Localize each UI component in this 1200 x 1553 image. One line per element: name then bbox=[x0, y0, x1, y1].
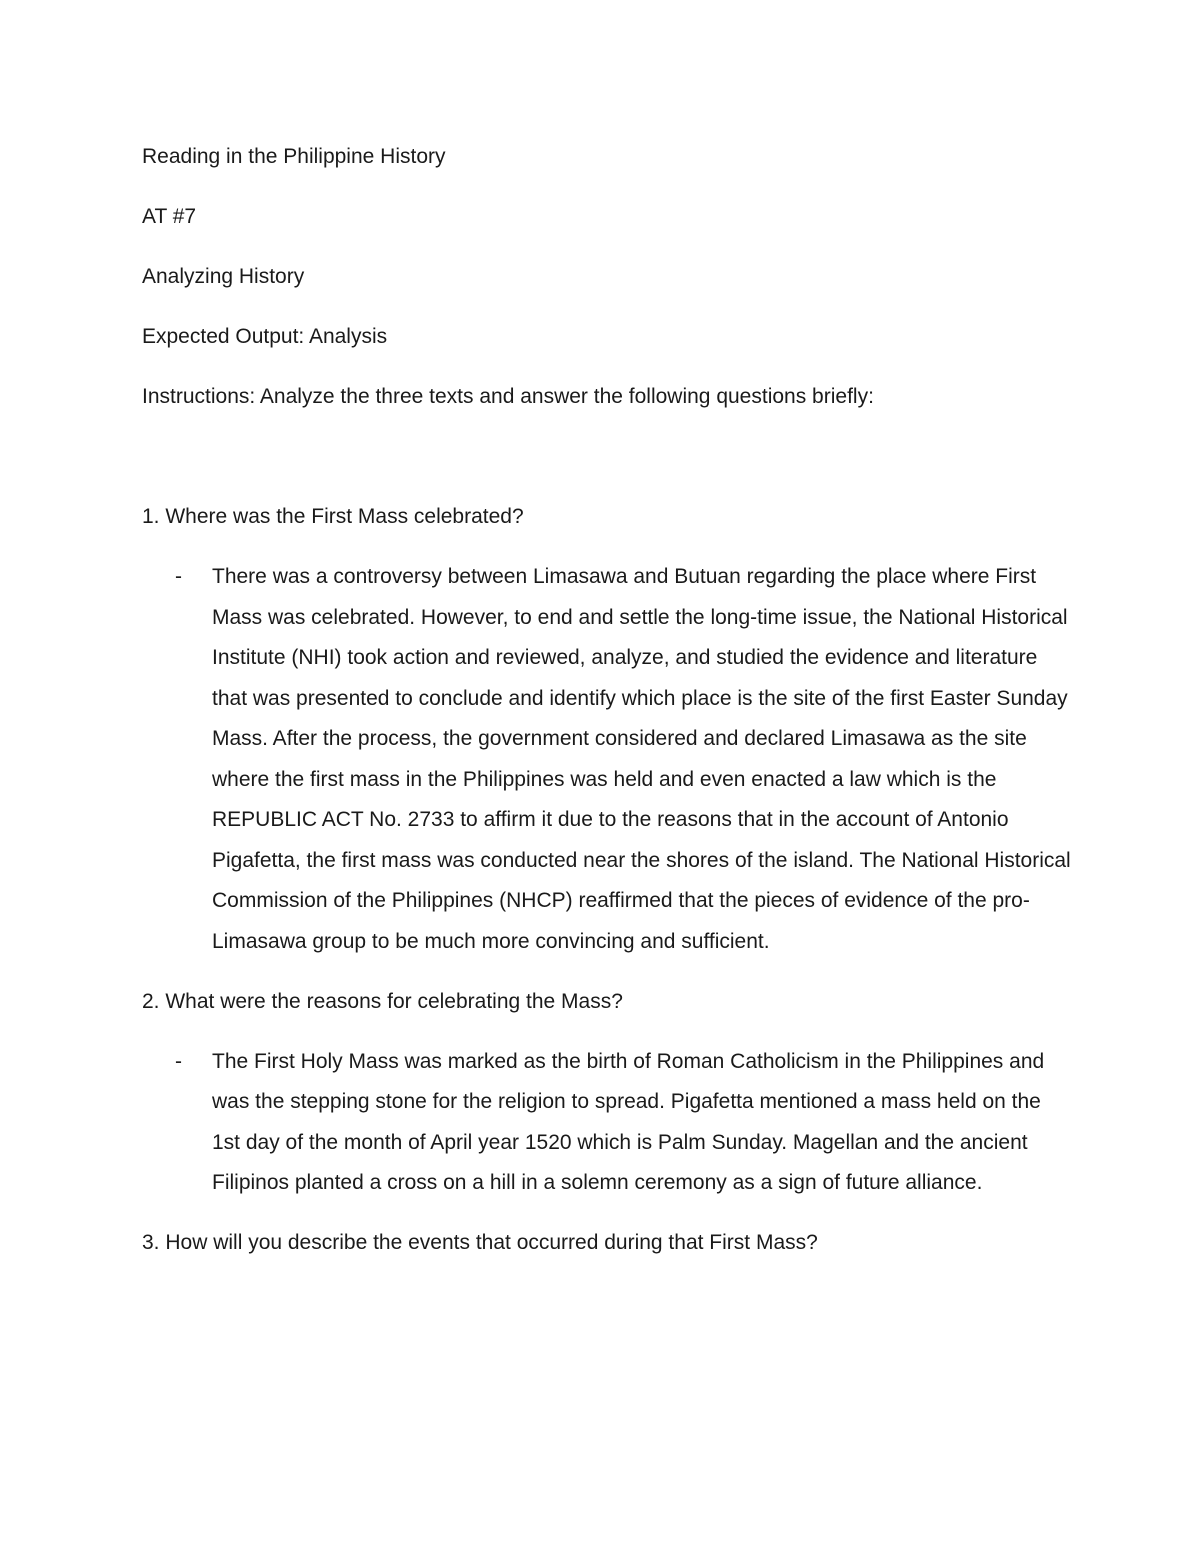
expected-output: Expected Output: Analysis bbox=[142, 325, 388, 348]
course-title: Reading in the Philippine History bbox=[142, 145, 446, 168]
answer-1-text: There was a controversy between Limasawa and Butuan regarding the place where First Mass was celebrated. However, to end and settle the long-time issue, the National Historical Institute (NHI) took action and reviewed, analyze, and studied the evidence and literature that was presented to conclude and identify which place is the site of the first Easter Sunday Mass. After the process, the government considered and declared Limasawa as the site where the first mass in the Philippines was held and even enacted a law which is the REPUBLIC ACT No. 2733 to affirm it due to the reasons that in the account of Antonio Pigafetta, the first mass was conducted near the shores of the island. The National Historical Commission of the Philippines (NHCP) reaffirmed that the pieces of evidence of the pro-Limasawa group to be much more convincing and sufficient. bbox=[212, 565, 1071, 953]
activity-title: Analyzing History bbox=[142, 265, 305, 288]
answer-2-text: The First Holy Mass was marked as the birth of Roman Catholicism in the Philippines and was the stepping stone for the religion to spread. Pigafetta mentioned a mass held on the 1st day of the month of April year 1520 which is Palm Sunday. Magellan and the ancient Filipinos planted a cross on a hill in a solemn ceremony as a sign of future alliance. bbox=[212, 1049, 1045, 1194]
answer-2 bbox=[142, 1042, 1072, 1204]
document-body bbox=[142, 137, 1072, 1283]
question-2: 2. What were the reasons for celebrating the Mass? bbox=[142, 989, 623, 1013]
activity-number: AT #7 bbox=[142, 205, 197, 228]
answer-1 bbox=[142, 557, 1072, 962]
instructions: Instructions: Analyze the three texts and answer the following questions briefly: bbox=[142, 385, 874, 408]
blank-space bbox=[142, 437, 1072, 497]
question-1: 1. Where was the First Mass celebrated? bbox=[142, 505, 524, 528]
answer-bullet: - bbox=[175, 565, 182, 588]
answer-bullet: - bbox=[175, 1049, 182, 1073]
question-3: 3. How will you describe the events that occurred during that First Mass? bbox=[142, 1231, 818, 1254]
